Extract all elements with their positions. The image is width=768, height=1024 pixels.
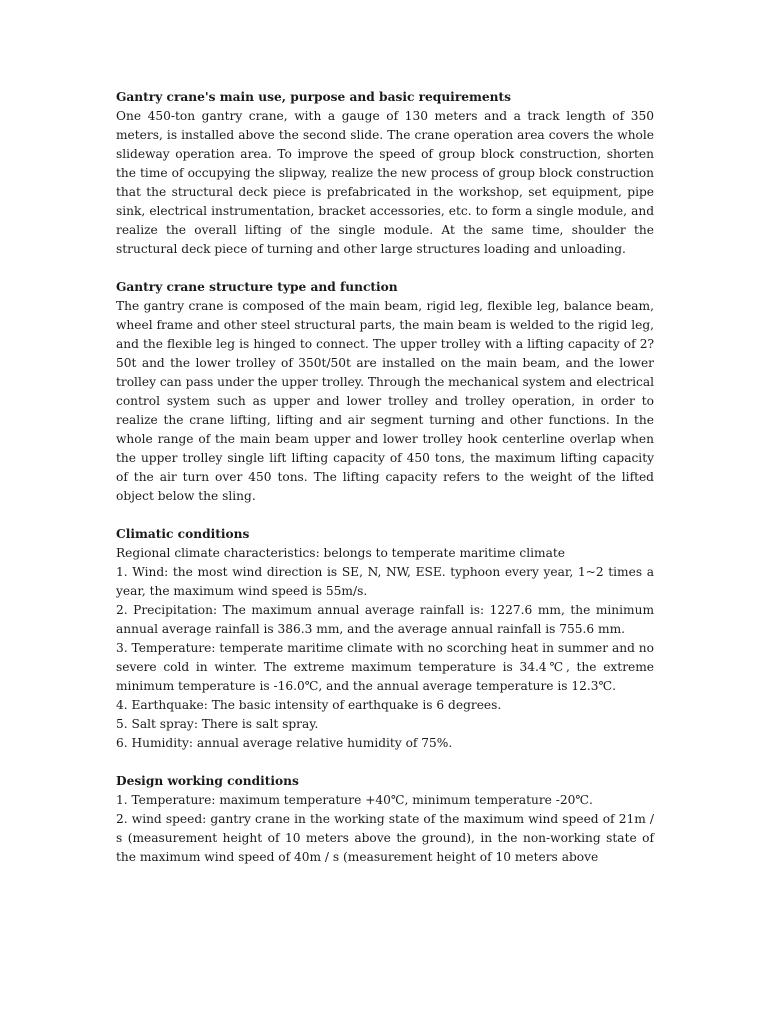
list-item-wind: 1. Wind: the most wind direction is SE, N, NW, ESE. typhoon every year, 1~2 times a year, the maximum wind speed is 55m/s. [116,565,654,598]
list-item-humidity: 6. Humidity: annual average relative humidity of 75%. [116,736,453,750]
paragraph: One 450-ton gantry crane, with a gauge of 130 meters and a track length of 350 meters, is installed above the second slide. The crane operation area covers the whole slideway operation area. To improve the speed of group block construction, shorten the time of occupying the slipway, realize the new process of group block construction that the structural deck piece is prefabricated in the workshop, set equipment, pipe sink, electrical instrumentation, bracket accessories, etc. to form a single module, and realize the overall lifting of the single module. At the same time, shoulder the structural deck piece of turning and other large structures loading and unloading. [116,109,654,256]
list-item-temperature: 3. Temperature: temperate maritime climate with no scorching heat in summer and no severe cold in winter. The extreme maximum temperature is 34.4℃, the extreme minimum temperature is -16.0℃, and the annual average temperature is 12.3℃. [116,641,654,693]
section-heading: Gantry crane's main use, purpose and basic requirements [116,90,511,104]
list-item-precipitation: 2. Precipitation: The maximum annual average rainfall is: 1227.6 mm, the minimum annual average rainfall is 386.3 mm, and the average annual rainfall is 755.6 mm. [116,603,654,636]
list-item-wind-speed: 2. wind speed: gantry crane in the working state of the maximum wind speed of 21m / s (measurement height of 10 meters above the ground), in the non-working state of the maximum wind speed of 40m / s (measurement height of 10 meters above [116,812,654,864]
section-design-conditions [116,772,654,867]
document-body [116,88,654,886]
list-item-earthquake: 4. Earthquake: The basic intensity of earthquake is 6 degrees. [116,698,502,712]
list-item-salt-spray: 5. Salt spray: There is salt spray. [116,717,319,731]
section-heading: Gantry crane structure type and function [116,280,398,294]
paragraph: Regional climate characteristics: belongs to temperate maritime climate [116,546,565,560]
section-crane-use [116,88,654,259]
list-item-design-temperature: 1. Temperature: maximum temperature +40℃, minimum temperature -20℃. [116,793,593,807]
section-heading: Design working conditions [116,774,299,788]
section-structure-type [116,278,654,506]
section-heading: Climatic conditions [116,527,250,541]
section-climatic-conditions [116,525,654,753]
paragraph: The gantry crane is composed of the main beam, rigid leg, flexible leg, balance beam, wheel frame and other steel structural parts, the main beam is welded to the rigid leg, and the flexible leg is hinged to connect. The upper trolley with a lifting capacity of 2?50t and the lower trolley of 350t/50t are installed on the main beam, and the lower trolley can pass under the upper trolley. Through the mechanical system and electrical control system such as upper and lower trolley and trolley operation, in order to realize the crane lifting, lifting and air segment turning and other functions. In the whole range of the main beam upper and lower trolley hook centerline overlap when the upper trolley single lift lifting capacity of 450 tons, the maximum lifting capacity of the air turn over 450 tons. The lifting capacity refers to the weight of the lifted object below the sling. [116,299,654,503]
